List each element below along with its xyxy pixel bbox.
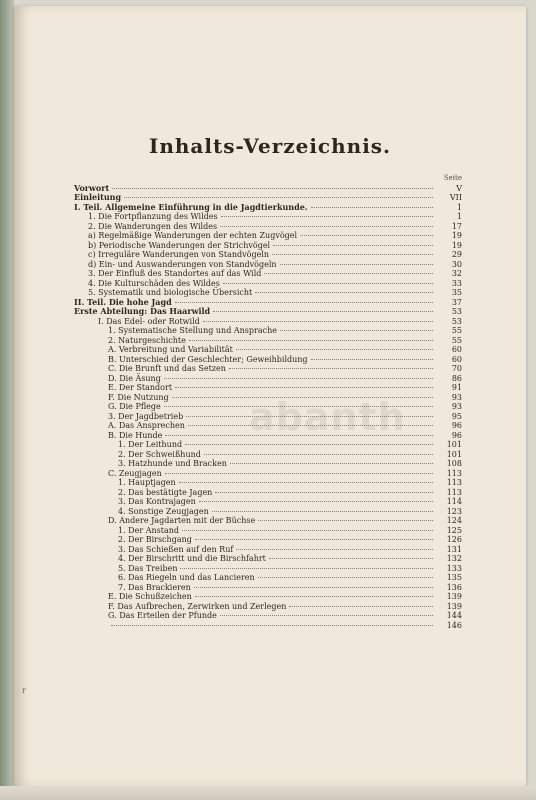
toc-leader-dots: [172, 397, 433, 398]
toc-leader-dots: [212, 511, 433, 512]
toc-entry-page: 1: [456, 212, 462, 221]
toc-leader-dots: [175, 302, 433, 303]
toc-entry: [74, 431, 462, 441]
toc-entry-title: II. Teil. Die hohe Jagd: [74, 296, 172, 307]
toc-entry-title: 3. Der Jagdbetrieb: [108, 411, 184, 421]
toc-entry-page: 60: [451, 345, 462, 354]
toc-entry-page: 113: [446, 487, 462, 497]
toc-entry: [74, 364, 462, 374]
toc-leader-dots: [164, 406, 433, 407]
toc-leader-dots: [230, 463, 433, 464]
toc-entry: [74, 507, 462, 517]
toc-entry: [74, 526, 462, 536]
toc-entry-title: 1. Systematische Stellung und Ansprache: [108, 326, 277, 335]
watermark: abanth: [249, 395, 406, 439]
toc-entry-page: V: [456, 183, 462, 193]
toc-entry-page: 93: [451, 402, 462, 411]
page-column-header: Seite: [443, 174, 462, 182]
toc-entry-title: 7. Das Brackieren: [118, 582, 191, 592]
toc-entry: [74, 355, 462, 365]
toc-entry-title: E. Die Schußzeichen: [108, 592, 192, 601]
toc-entry: [74, 450, 462, 460]
toc-entry-page: 113: [446, 478, 462, 487]
toc-entry: [74, 469, 462, 479]
toc-entry-title: F. Das Aufbrechen, Zerwirken und Zerlegen: [108, 601, 287, 611]
toc-entry: [74, 231, 462, 241]
toc-entry: [74, 184, 462, 194]
toc-entry: [74, 326, 462, 336]
toc-leader-dots: [194, 587, 433, 588]
toc-entry-title: d) Ein- und Auswanderungen von Standvögeln: [88, 259, 277, 269]
toc-entry-title: 3. Das Schießen auf den Ruf: [118, 544, 234, 554]
toc-entry-title: F. Die Nutzung: [108, 392, 169, 402]
toc-entry-title: a) Regelmäßige Wanderungen der echten Zugvögel: [88, 231, 298, 240]
toc-entry-page: 55: [451, 335, 462, 345]
toc-entry-title: Erste Abteilung: Das Haarwild: [74, 306, 211, 316]
toc-entry: [74, 222, 462, 232]
toc-entry: [74, 554, 462, 564]
toc-entry: [74, 602, 462, 612]
toc-leader-dots: [223, 283, 433, 284]
toc-leader-dots: [185, 444, 433, 445]
toc-entry-title: 5. Das Treiben: [118, 563, 178, 573]
toc-leader-dots: [280, 330, 433, 331]
toc-entry: [74, 269, 462, 279]
toc-leader-dots: [229, 368, 433, 369]
toc-entry-title: A. Verbreitung und Variabilität: [108, 345, 233, 354]
toc-entry-page: 135: [446, 573, 462, 582]
toc-entry-title: D. Andere Jagdarten mit der Büchse: [108, 516, 256, 525]
toc-entry: [74, 516, 462, 526]
toc-entry-title: 2. Der Schweißhund: [118, 449, 201, 459]
toc-entry-title: 4. Der Birschritt und die Birschfahrt: [118, 554, 266, 563]
toc-entry-page: 30: [451, 259, 462, 269]
toc-leader-dots: [182, 530, 433, 531]
toc-entry: [74, 336, 462, 346]
toc-entry-title: Einleitung: [74, 192, 122, 202]
toc-entry-page: 53: [451, 316, 462, 326]
toc-leader-dots: [311, 359, 433, 360]
toc-entry-page: 101: [446, 440, 462, 449]
toc-header-row: [74, 174, 462, 184]
toc-leader-dots: [289, 606, 433, 607]
toc-leader-dots: [236, 549, 433, 550]
toc-leader-dots: [221, 216, 433, 217]
toc-entry-title: G. Die Pflege: [108, 402, 161, 411]
toc-entry-page: 101: [446, 449, 462, 459]
toc-entry-page: 96: [451, 430, 462, 440]
toc-entry-title: c) Irreguläre Wanderungen von Standvögeln: [88, 250, 270, 259]
toc-entry-title: 1. Der Anstand: [118, 525, 179, 535]
toc-entry-page: 91: [451, 383, 462, 392]
toc-entry-title: A. Das Ansprechen: [108, 421, 185, 430]
toc-leader-dots: [189, 340, 433, 341]
toc-leader-dots: [269, 558, 433, 559]
toc-leader-dots: [203, 321, 433, 322]
toc-entry-page: 95: [451, 411, 462, 421]
toc-entry: [74, 488, 462, 498]
toc-entry: [74, 535, 462, 545]
toc-leader-dots: [164, 378, 433, 379]
toc-entry-page: 136: [446, 582, 462, 592]
toc-entry: [74, 611, 462, 621]
toc-entry: [74, 440, 462, 450]
toc-entry: [74, 203, 462, 213]
toc-entry-page: 37: [451, 297, 462, 307]
toc-leader-dots: [165, 473, 433, 474]
toc-entry-page: 113: [446, 468, 462, 478]
toc-entry-title: b) Periodische Wanderungen der Strichvögel: [88, 240, 271, 250]
toc-entry: [74, 212, 462, 222]
toc-leader-dots: [199, 501, 433, 502]
toc-entry-title: G. Das Erteilen der Pfunde: [108, 611, 217, 620]
toc-entry-page: 131: [446, 544, 462, 554]
toc-leader-dots: [195, 596, 433, 597]
toc-leader-dots: [175, 387, 433, 388]
toc-entry: [74, 497, 462, 507]
toc-entry: [74, 307, 462, 317]
toc-entry: [74, 621, 462, 631]
toc-entry-page: 19: [451, 231, 462, 240]
toc-entry: [74, 279, 462, 289]
toc-entry-title: E. Der Standort: [108, 383, 173, 392]
toc-leader-dots: [258, 520, 433, 521]
toc-entry-page: 29: [451, 250, 462, 259]
toc-leader-dots: [124, 197, 433, 198]
margin-mark: r: [22, 686, 26, 695]
toc-entry-title: 6. Das Riegeln und das Lancieren: [118, 573, 255, 582]
toc-entry-page: 146: [446, 620, 462, 630]
toc-entry-title: 1. Die Fortpflanzung des Wildes: [88, 212, 218, 221]
toc-entry-title: I. Das Edel- oder Rotwild: [98, 316, 200, 326]
toc-leader-dots: [272, 254, 433, 255]
toc-entry: [74, 564, 462, 574]
toc-entry: [74, 459, 462, 469]
toc-entry-title: C. Zeugjagen: [108, 468, 162, 478]
toc-leader-dots: [215, 492, 433, 493]
toc-leader-dots: [112, 188, 433, 189]
toc-entry: [74, 260, 462, 270]
page-bottom-edge: [0, 786, 536, 800]
toc-entry-title: 2. Naturgeschichte: [108, 335, 186, 345]
toc-entry: [74, 478, 462, 488]
toc-leader-dots: [111, 625, 433, 626]
toc-entry-page: 93: [451, 392, 462, 402]
toc-entry-title: B. Unterschied der Geschlechter; Geweihbildung: [108, 354, 308, 364]
toc-entry-page: 125: [446, 525, 462, 535]
toc-entry-page: 132: [446, 554, 462, 563]
toc-entry-title: 1. Hauptjagen: [118, 478, 176, 487]
toc-leader-dots: [264, 273, 433, 274]
toc-entry: [74, 573, 462, 583]
toc-entry-title: 2. Die Wanderungen des Wildes: [88, 221, 218, 231]
toc-leader-dots: [220, 226, 433, 227]
toc-entry-title: I. Teil. Allgemeine Einführung in die Jagdtierkunde.: [74, 201, 308, 212]
toc-entry-page: 33: [451, 278, 462, 288]
toc-entry: [74, 250, 462, 260]
toc-entry: [74, 421, 462, 431]
toc-entry-title: 1. Der Leithund: [118, 440, 183, 449]
toc-leader-dots: [213, 311, 433, 312]
toc-entry-page: 70: [451, 364, 462, 373]
toc-entry: [74, 383, 462, 393]
toc-entry-page: 123: [446, 506, 462, 516]
toc-entry-page: 126: [446, 535, 462, 544]
toc-entry-title: Vorwort: [74, 182, 110, 193]
toc-entry-title: C. Die Brunft und das Setzen: [108, 364, 226, 373]
toc-entry-page: 32: [451, 269, 462, 278]
toc-entry: [74, 592, 462, 602]
page-title: Inhalts-Verzeichnis.: [148, 134, 392, 158]
toc-entry: [74, 374, 462, 384]
toc-leader-dots: [179, 482, 433, 483]
toc-leader-dots: [220, 615, 433, 616]
toc-entry-title: 5. Systematik und biologische Übersicht: [88, 288, 253, 297]
toc-entry: [74, 412, 462, 422]
toc-entry-page: 139: [446, 592, 462, 601]
toc-entry-title: D. Die Äsung: [108, 373, 161, 383]
toc-leader-dots: [280, 264, 433, 265]
toc-entry: [74, 345, 462, 355]
toc-leader-dots: [300, 235, 433, 236]
toc-entry-page: 19: [451, 240, 462, 250]
toc-entry-page: 53: [451, 307, 462, 316]
toc-entry-page: 35: [451, 288, 462, 297]
toc-entry-page: 144: [446, 611, 462, 620]
toc-entry-page: 60: [451, 354, 462, 364]
toc-entry-title: B. Die Hunde: [108, 430, 163, 440]
toc-entry-title: 4. Die Kulturschäden des Wildes: [88, 278, 220, 288]
toc-entry-page: 139: [446, 601, 462, 611]
toc-entry-page: 96: [451, 421, 462, 430]
toc-leader-dots: [311, 207, 433, 208]
toc-entry: [74, 545, 462, 555]
toc-entry-page: 17: [451, 221, 462, 231]
toc-leader-dots: [188, 425, 433, 426]
toc-entry-page: VII: [449, 193, 462, 202]
toc-entry: [74, 317, 462, 327]
toc-entry-page: 133: [446, 563, 462, 573]
toc-entry-title: 3. Hatzhunde und Bracken: [118, 459, 227, 468]
toc-entry-page: 1: [456, 202, 462, 212]
toc-entry-page: 114: [446, 497, 462, 506]
book-spine-edge: [0, 0, 14, 800]
toc-leader-dots: [195, 539, 433, 540]
toc-entry-title: 2. Das bestätigte Jagen: [118, 487, 213, 497]
toc-entry: [74, 393, 462, 403]
toc-entry-page: 124: [446, 516, 462, 525]
toc-leader-dots: [186, 416, 433, 417]
toc-leader-dots: [273, 245, 433, 246]
toc-leader-dots: [258, 577, 433, 578]
toc-entry-page: 86: [451, 373, 462, 383]
toc-leader-dots: [204, 454, 433, 455]
toc-entry: [74, 583, 462, 593]
toc-leader-dots: [236, 349, 433, 350]
book-page: [14, 6, 526, 786]
toc-entry: [74, 402, 462, 412]
table-of-contents: [74, 174, 462, 630]
toc-leader-dots: [165, 435, 433, 436]
toc-entry-title: 3. Das Kontrajagen: [118, 497, 196, 506]
toc-entry-title: 3. Der Einfluß des Standortes auf das Wild: [88, 269, 262, 278]
toc-entry-title: 2. Der Birschgang: [118, 535, 192, 544]
toc-entry-page: 108: [446, 459, 462, 468]
toc-entry: [74, 241, 462, 251]
toc-leader-dots: [255, 292, 433, 293]
toc-leader-dots: [180, 568, 433, 569]
toc-entry-title: 4. Sonstige Zeugjagen: [118, 506, 209, 516]
toc-entry-page: 55: [451, 326, 462, 335]
